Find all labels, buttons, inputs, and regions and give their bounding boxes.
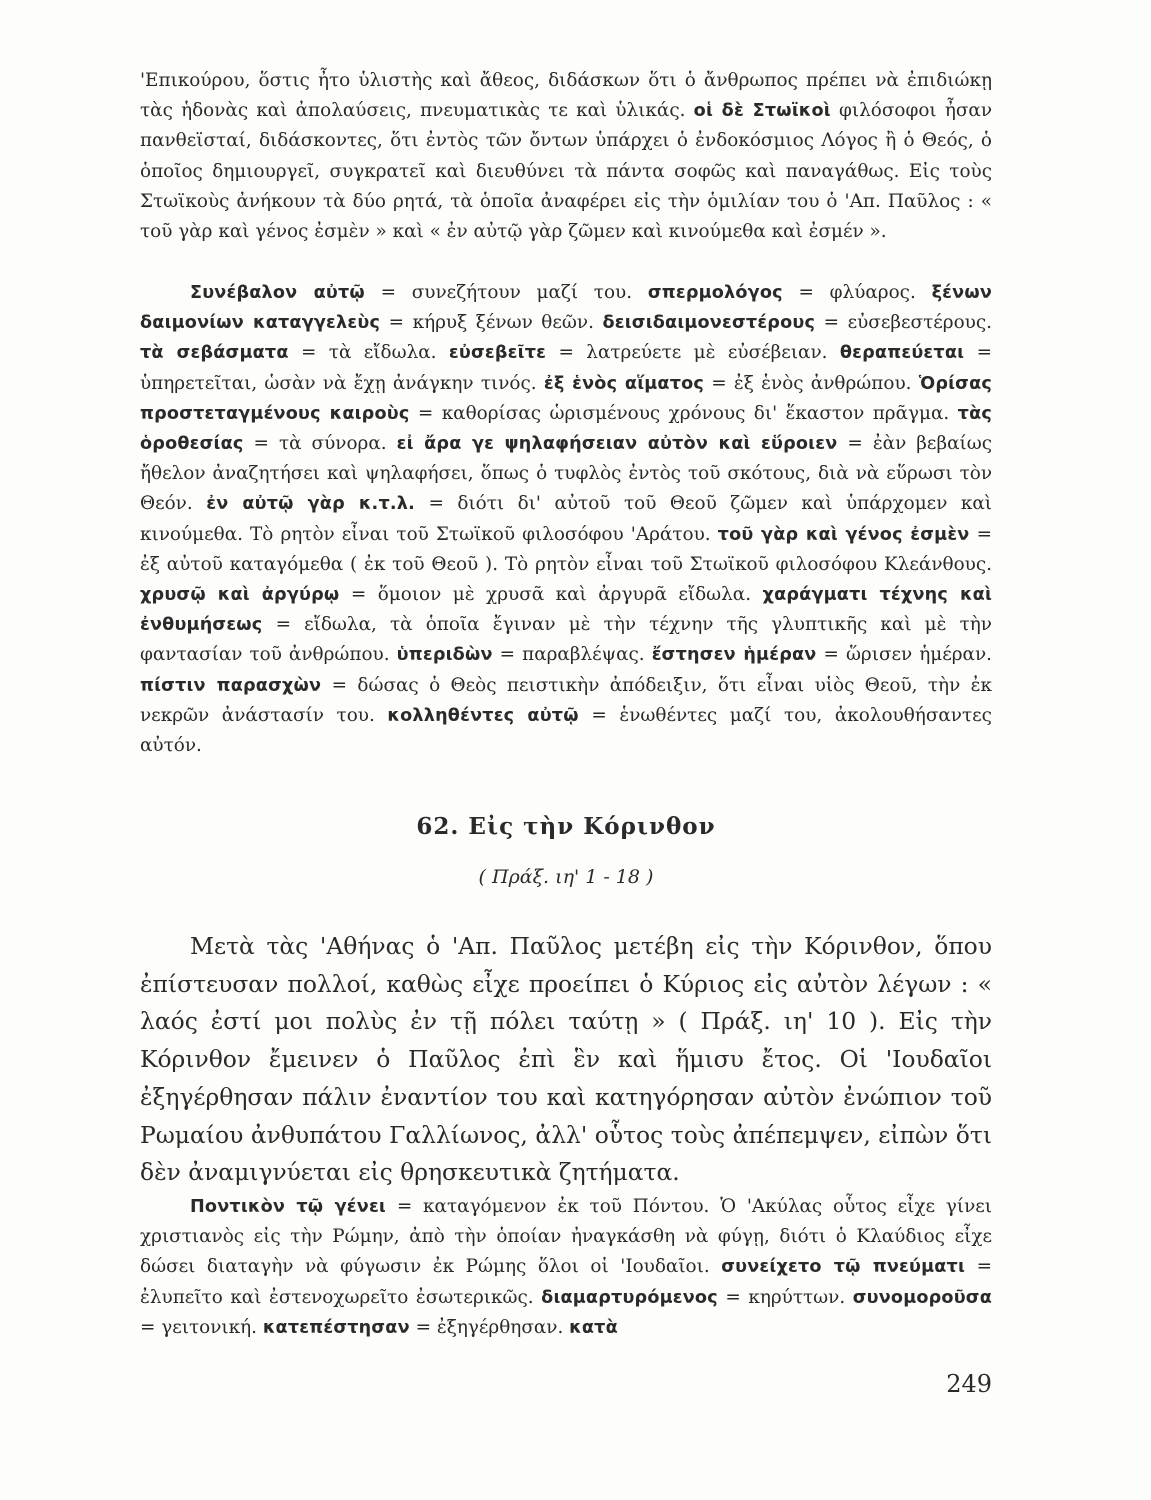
glossary-term: θεραπεύεται [839,343,965,364]
glossary-term: ἔστησεν ἡμέραν [651,645,817,666]
glossary-term: ξένων δαιμονίων καταγγελεὺς [140,283,993,334]
glossary-term: τὰ σεβάσματα [140,343,289,364]
glossary-term: Ποντικὸν τῷ γένει [190,1197,386,1217]
main-paragraph-block [140,928,992,1192]
text-run: = ἐξηγέρθησαν. [409,1316,570,1338]
text-run: = παραβλέψας. [492,644,652,666]
main-paragraph: Μετὰ τὰς 'Αθήνας ὁ 'Απ. Παῦλος μετέβη εἰς τὴν Κόρινθον, ὅπου ἐπίστευσαν πολλοί, καθὼς εἶχε προείπει ὁ Κύριος εἰς αὐτὸν λέγων : « λαός ἐστί μοι πολὺς ἐν τῇ πόλει ταύτῃ » ( Πράξ. ιη' 10 ). Εἰς τὴν Κόρινθον ἔμεινεν ὁ Παῦλος ἐπὶ ἓν καὶ ἥμισυ ἔτος. Οἱ 'Ιουδαῖοι ἐξηγέρθησαν πάλιν ἐναντίον του καὶ κατηγόρησαν αὐτὸν ἐνώπιον τοῦ Ρωμαίου ἀνθυπάτου Γαλλίωνος, ἀλλ' οὗτος τοὺς ἀπέπεμψεν, εἰπὼν ὅτι δὲν ἀναμιγνύεται εἰς θρησκευτικὰ ζητήματα. [140,932,992,1187]
text-run: = εὐσεβεστέρους. [815,312,993,334]
glossary-term: ἐξ ἑνὸς αἵματος [543,373,705,394]
text-run: = ἐὰν βεβαίως ἤθελον ἀναζητήσει καὶ ψηλαφήσει, ὅπως ὁ τυφλὸς ἐντὸς τοῦ σκότους, διὰ νὰ εὕρωσι τὸν Θεόν. [140,433,993,515]
glossary-paragraph-2 [140,1192,992,1343]
text-run: 'Επικούρου, ὅστις ἦτο ὑλιστὴς καὶ ἄθεος, διδάσκων ὅτι ὁ ἄνθρωπος πρέπει νὰ ἐπιδιώκῃ τὰς ἡδονὰς καὶ ἀπολαύσεις, πνευματικὰς τε καὶ ὑλικάς. [140,70,992,122]
text-run: = ἐξ ἑνὸς ἀνθρώπου. [704,372,919,394]
text-run: = ὥρισεν ἡμέραν. [816,644,993,666]
glossary-block-2 [140,1192,992,1343]
text-run: = λατρεύετε μὲ εὐσέβειαν. [546,342,840,364]
text-run: = καθορίσας ὡρισμένους χρόνους δι' ἕκαστον πρᾶγμα. [409,402,958,424]
intro-paragraph-block [140,66,992,247]
text-run: = συνεζήτουν μαζί του. [364,282,648,303]
glossary-term: δεισιδαιμονεστέρους [602,313,816,334]
glossary-paragraph-1 [140,278,992,761]
text-run: = καταγόμενον ἐκ τοῦ Πόντου. Ὁ 'Ακύλας οὗτος εἶχε γίνει χριστιανὸς εἰς τὴν Ρώμην, ἀπὸ τὴν ὁποίαν ἠναγκάσθη νὰ φύγῃ, διότι ὁ Κλαύδιος εἶχε δώσει διαταγὴν νὰ φύγωσιν ἐκ Ρώμης ὅλοι οἱ 'Ιουδαῖοι. [140,1196,993,1278]
text-run: = ἑνωθέντες μαζί του, ἀκολουθήσαντες αὐτόν. [140,704,992,757]
text-run: = φλύαρος. [782,282,932,303]
glossary-term: ὑπεριδὼν [396,645,493,666]
glossary-term: σπερμολόγος [647,283,783,303]
text-run: = γειτονική. [140,1316,263,1338]
glossary-term: κολληθέντες αὐτῷ [387,705,579,726]
glossary-term: συνείχετο τῷ πνεύματι [721,1257,966,1278]
glossary-term: κατεπέστησαν [262,1317,410,1338]
glossary-term: οἱ δὲ Στωϊκοὶ [693,101,831,122]
text-run: = ὑπηρετεῖται, ὡσὰν νὰ ἔχῃ ἀνάγκην τινός. [140,342,992,394]
glossary-term: Συνέβαλον αὐτῷ [190,283,365,303]
glossary-term: διαμαρτυρόμενος [541,1287,718,1308]
text-run: = τὰ εἴδωλα. [288,342,449,364]
text-run: φιλόσοφοι ἦσαν πανθεϊσταί, διδάσκοντες, ὅτι ἐντὸς τῶν ὄντων ὑπάρχει ὁ ἐνδοκόσμιος Λόγος ἢ ὁ Θεός, ὁ ὁποῖος δημιουργεῖ, συγκρατεῖ καὶ διευθύνει τὰ πάντα σοφῶς καὶ παναγάθως. Εἰς τοὺς Στωϊκοὺς ἀνήκουν τὰ δύο ρητά, τὰ ὁποῖα ἀναφέρει εἰς τὴν ὁμιλίαν του ὁ 'Απ. Παῦλος : « τοῦ γὰρ καὶ γένος ἐσμὲν » καὶ « ἐν αὐτῷ γὰρ ζῶμεν καὶ κινούμεθα καὶ ἐσμέν ». [140,100,992,243]
glossary-term: πίστιν παρασχὼν [140,675,322,696]
text-run: = ἐξ αὐτοῦ καταγόμεθα ( ἐκ τοῦ Θεοῦ ). Τὸ ρητὸν εἶναι τοῦ Στωϊκοῦ φιλοσόφου Κλεάνθους. [140,523,992,575]
text-run: = εἴδωλα, τὰ ὁποῖα ἔγιναν μὲ τὴν τέχνην τῆς γλυπτικῆς καὶ μὲ τὴν φαντασίαν τοῦ ἀνθρώπου. [140,614,992,666]
glossary-block-1 [140,278,992,761]
glossary-term: χρυσῷ καὶ ἀργύρῳ [140,585,340,606]
text-run: = κήρυξ ξένων θεῶν. [380,312,603,334]
text-run: = ἐλυπεῖτο καὶ ἐστενοχωρεῖτο ἐσωτερικῶς. [140,1256,992,1308]
glossary-term: Ὁρίσας προστεταγμένους καιροὺς [140,373,992,424]
page-number: 249 [946,1370,992,1398]
text-run: = διότι δι' αὐτοῦ τοῦ Θεοῦ ζῶμεν καὶ ὑπάρχομεν καὶ κινούμεθα. Τὸ ρητὸν εἶναι τοῦ Στωϊκοῦ φιλοσόφου 'Αράτου. [140,493,992,545]
glossary-term: χαράγματι τέχνης καὶ ἐνθυμήσεως [140,585,992,636]
text-run: = τὰ σύνορα. [243,433,397,455]
intro-paragraph [140,66,992,247]
glossary-term: συνομοροῦσα [852,1287,992,1308]
glossary-term: εὐσεβεῖτε [448,343,547,364]
glossary-term: κατὰ [569,1317,618,1338]
section-title: 62. Εἰς τὴν Κόρινθον [416,813,716,840]
text-run: = ὅμοιον μὲ χρυσᾶ καὶ ἀργυρᾶ εἴδωλα. [339,584,763,606]
text-run: = κηρύττων. [717,1286,853,1308]
glossary-term: ἐν αὐτῷ γὰρ κ.τ.λ. [206,494,415,515]
glossary-term: τοῦ γὰρ καὶ γένος ἐσμὲν [717,524,970,545]
glossary-term: τὰς ὁροθεσίας [140,403,992,455]
section-reference: ( Πράξ. ιη' 1 - 18 ) [478,866,654,888]
text-run: = δώσας ὁ Θεὸς πειστικὴν ἀπόδειξιν, ὅτι εἶναι υἱὸς Θεοῦ, τὴν ἐκ νεκρῶν ἀνάστασίν του. [140,674,992,726]
glossary-term: εἰ ἄρα γε ψηλαφήσειαν αὐτὸν καὶ εὕροιεν [396,434,838,455]
